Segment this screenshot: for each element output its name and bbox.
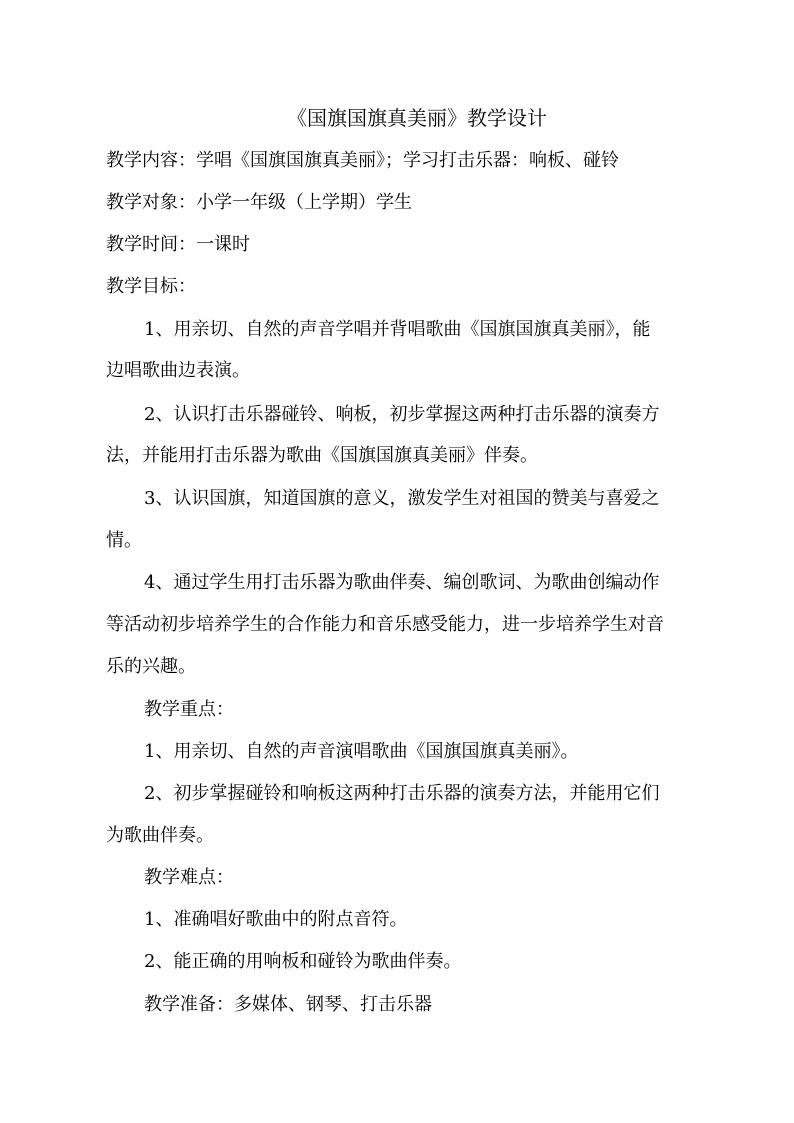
goals-heading: 教学目标： — [106, 276, 196, 297]
difficulty-1: 1、准确唱好歌曲中的附点音符。 — [144, 909, 408, 930]
teaching-content-line: 教学内容：学唱《国旗国旗真美丽》；学习打击乐器：响板、碰铃 — [106, 150, 619, 171]
goal-4-line-3: 乐的兴趣。 — [106, 656, 196, 677]
key-point-2-line-2: 为歌曲伴奏。 — [106, 825, 214, 846]
goal-1-line-2: 边唱歌曲边表演。 — [106, 360, 250, 381]
difficulties-heading: 教学难点： — [144, 867, 234, 888]
goal-1-line-1: 1、用亲切、自然的声音学唱并背唱歌曲《国旗国旗真美丽》，能 — [144, 319, 651, 340]
goal-4-line-1: 4、通过学生用打击乐器为歌曲伴奏、编创歌词、为歌曲创编动作 — [144, 572, 660, 593]
key-point-1: 1、用亲切、自然的声音演唱歌曲《国旗国旗真美丽》。 — [144, 741, 579, 762]
goal-3-line-2: 情。 — [106, 530, 142, 551]
goal-4-line-2: 等活动初步培养学生的合作能力和音乐感受能力，进一步培养学生对音 — [106, 614, 664, 635]
goal-2-line-1: 2、认识打击乐器碰铃、响板，初步掌握这两种打击乐器的演奏方 — [144, 404, 660, 425]
goal-2-line-2: 法，并能用打击乐器为歌曲《国旗国旗真美丽》伴奏。 — [106, 445, 538, 466]
teaching-target-line: 教学对象：小学一年级（上学期）学生 — [106, 192, 412, 213]
key-point-2-line-1: 2、初步掌握碰铃和响板这两种打击乐器的演奏方法，并能用它们 — [144, 783, 660, 804]
document-title: 《国旗国旗真美丽》教学设计 — [287, 106, 547, 130]
key-points-heading: 教学重点： — [144, 699, 234, 720]
difficulty-2: 2、能正确的用响板和碰铃为歌曲伴奏。 — [144, 951, 462, 972]
teaching-prep-line: 教学准备：多媒体、钢琴、打击乐器 — [144, 994, 432, 1015]
teaching-time-line: 教学时间：一课时 — [106, 234, 250, 255]
goal-3-line-1: 3、认识国旗，知道国旗的意义，激发学生对祖国的赞美与喜爱之 — [144, 488, 660, 509]
